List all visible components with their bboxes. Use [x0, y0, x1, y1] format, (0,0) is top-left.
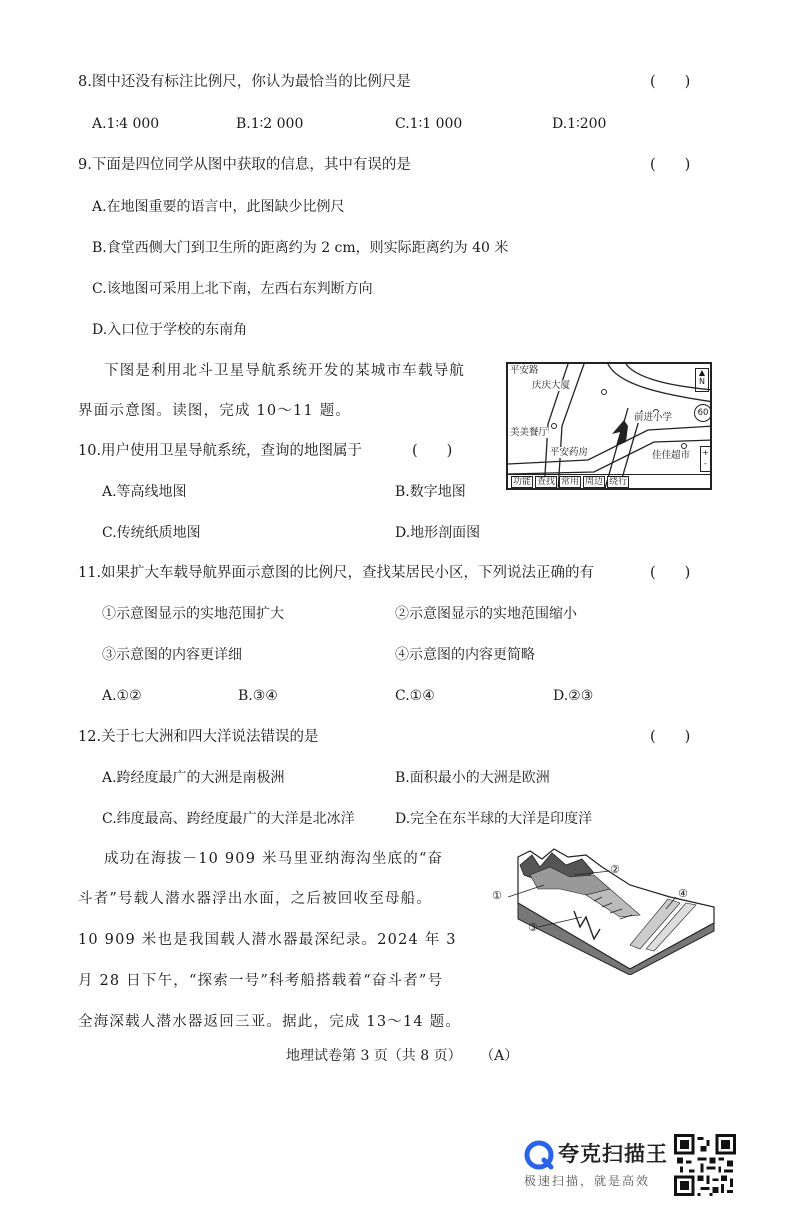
q10-option-d: D.地形剖面图 — [395, 525, 481, 541]
speed-limit-sign: 60 — [694, 404, 712, 422]
compass-icon: ▲ N — [695, 368, 709, 392]
q12-option-b: B.面积最小的大洲是欧洲 — [395, 770, 550, 786]
paper-version: （A） — [480, 1048, 519, 1064]
nav-button-nearby: 周边 — [585, 477, 604, 487]
nav-button-function: 功能 — [513, 477, 532, 487]
callout-2: ② — [610, 863, 620, 876]
brand-slogan: 极速扫描，就是高效 — [524, 1174, 651, 1188]
q12-option-a: A.跨经度最广的大洲是南极洲 — [102, 770, 285, 786]
q11-statement-3: ③示意图的内容更详细 — [102, 647, 242, 663]
ocean-floor-drawing — [490, 845, 720, 975]
scanner-watermark — [520, 1134, 740, 1202]
intro-13-14-line2: 斗者”号载人潜水器浮出水面，之后被回收至母船。 — [78, 891, 433, 907]
q11-stem: 11.如果扩大车载导航界面示意图的比例尺，查找某居民小区，下列说法正确的有 — [78, 565, 595, 581]
q10-option-c: C.传统纸质地图 — [102, 525, 201, 541]
q8-option-b: B.1∶2 000 — [236, 116, 304, 132]
q12-stem: 12.关于七大洲和四大洋说法错误的是 — [78, 729, 319, 745]
map-label-pharmacy: 平安药房 — [550, 447, 589, 458]
callout-4: ④ — [678, 887, 688, 900]
q8-option-d: D.1∶200 — [552, 116, 607, 132]
nav-button-search: 查找 — [537, 477, 556, 487]
intro-13-14-line1: 成功在海拔－10 909 米马里亚纳海沟坐底的“奋 — [104, 851, 444, 867]
q8-option-c: C.1∶1 000 — [395, 116, 463, 132]
nav-map-figure — [506, 362, 712, 490]
q12-option-d: D.完全在东半球的大洋是印度洋 — [395, 811, 593, 827]
brand-name: 夸克扫描王 — [558, 1142, 668, 1166]
ocean-floor-diagram — [490, 845, 720, 975]
intro-10-11-line2: 界面示意图。读图，完成 10～11 题。 — [78, 403, 352, 419]
q10-option-b: B.数字地图 — [395, 484, 466, 500]
q9-stem: 9.下面是四位同学从图中获取的信息，其中有误的是 — [78, 157, 411, 173]
q8-stem: 8.图中还没有标注比例尺，你认为最恰当的比例尺是 — [78, 74, 411, 90]
q11-statement-4: ④示意图的内容更简略 — [395, 647, 535, 663]
intro-13-14-line4: 月 28 日下午，“探索一号”科考船搭载着“奋斗者”号 — [78, 973, 444, 989]
zoom-minus-icon: - — [704, 459, 707, 468]
page-number: 地理试卷第 3 页（共 8 页） — [286, 1048, 462, 1064]
q10-stem: 10.用户使用卫星导航系统，查询的地图属于 — [78, 443, 363, 459]
nav-button-common: 常用 — [561, 477, 580, 487]
q12-answer-paren: ( ) — [650, 729, 691, 745]
zoom-control — [700, 446, 711, 472]
zoom-plus-icon: + — [702, 448, 709, 457]
qr-code-icon — [674, 1134, 736, 1196]
q11-statement-1: ①示意图显示的实地范围扩大 — [102, 606, 284, 622]
q11-option-c: C.①④ — [395, 688, 435, 704]
map-label-building: 庆庆大厦 — [532, 380, 571, 391]
q10-option-a: A.等高线地图 — [102, 484, 187, 500]
q8-answer-paren: ( ) — [650, 74, 691, 90]
page-footer — [286, 1046, 518, 1066]
map-label-restaurant: 美美餐厅 — [510, 427, 549, 438]
q9-answer-paren: ( ) — [650, 157, 691, 173]
q11-option-b: B.③④ — [238, 688, 278, 704]
map-label-market: 佳佳超市 — [652, 450, 691, 461]
nav-button-detour: 绕行 — [609, 477, 628, 487]
intro-13-14-line3: 10 909 米也是我国载人潜水器最深纪录。2024 年 3 — [78, 932, 457, 948]
q11-answer-paren: ( ) — [650, 565, 691, 581]
intro-13-14-line5: 全海深载人潜水器返回三亚。据此，完成 13～14 题。 — [78, 1014, 462, 1030]
q8-option-a: A.1∶4 000 — [92, 116, 160, 132]
map-label-school: 前进小学 — [634, 412, 673, 423]
q9-option-d: D.入口位于学校的东南角 — [92, 322, 248, 338]
intro-10-11-line1: 下图是利用北斗卫星导航系统开发的某城市车载导航 — [104, 363, 466, 379]
nav-button-bar — [508, 474, 710, 488]
callout-1: ① — [492, 889, 502, 902]
q11-option-a: A.①② — [102, 688, 142, 704]
q12-option-c: C.纬度最高、跨经度最广的大洋是北冰洋 — [102, 811, 355, 827]
map-label-road: 平安路 — [510, 365, 539, 376]
q9-option-a: A.在地图重要的语言中，此图缺少比例尺 — [92, 199, 345, 215]
q9-option-b: B.食堂西侧大门到卫生所的距离约为 2 cm，则实际距离约为 40 米 — [92, 240, 509, 256]
callout-3: ③ — [528, 921, 538, 934]
q11-statement-2: ②示意图显示的实地范围缩小 — [395, 606, 577, 622]
q11-option-d: D.②③ — [553, 688, 594, 704]
q10-answer-paren: ( ) — [412, 443, 453, 459]
q9-option-c: C.该地图可采用上北下南，左西右东判断方向 — [92, 281, 373, 297]
brand-logo-icon — [524, 1140, 554, 1170]
